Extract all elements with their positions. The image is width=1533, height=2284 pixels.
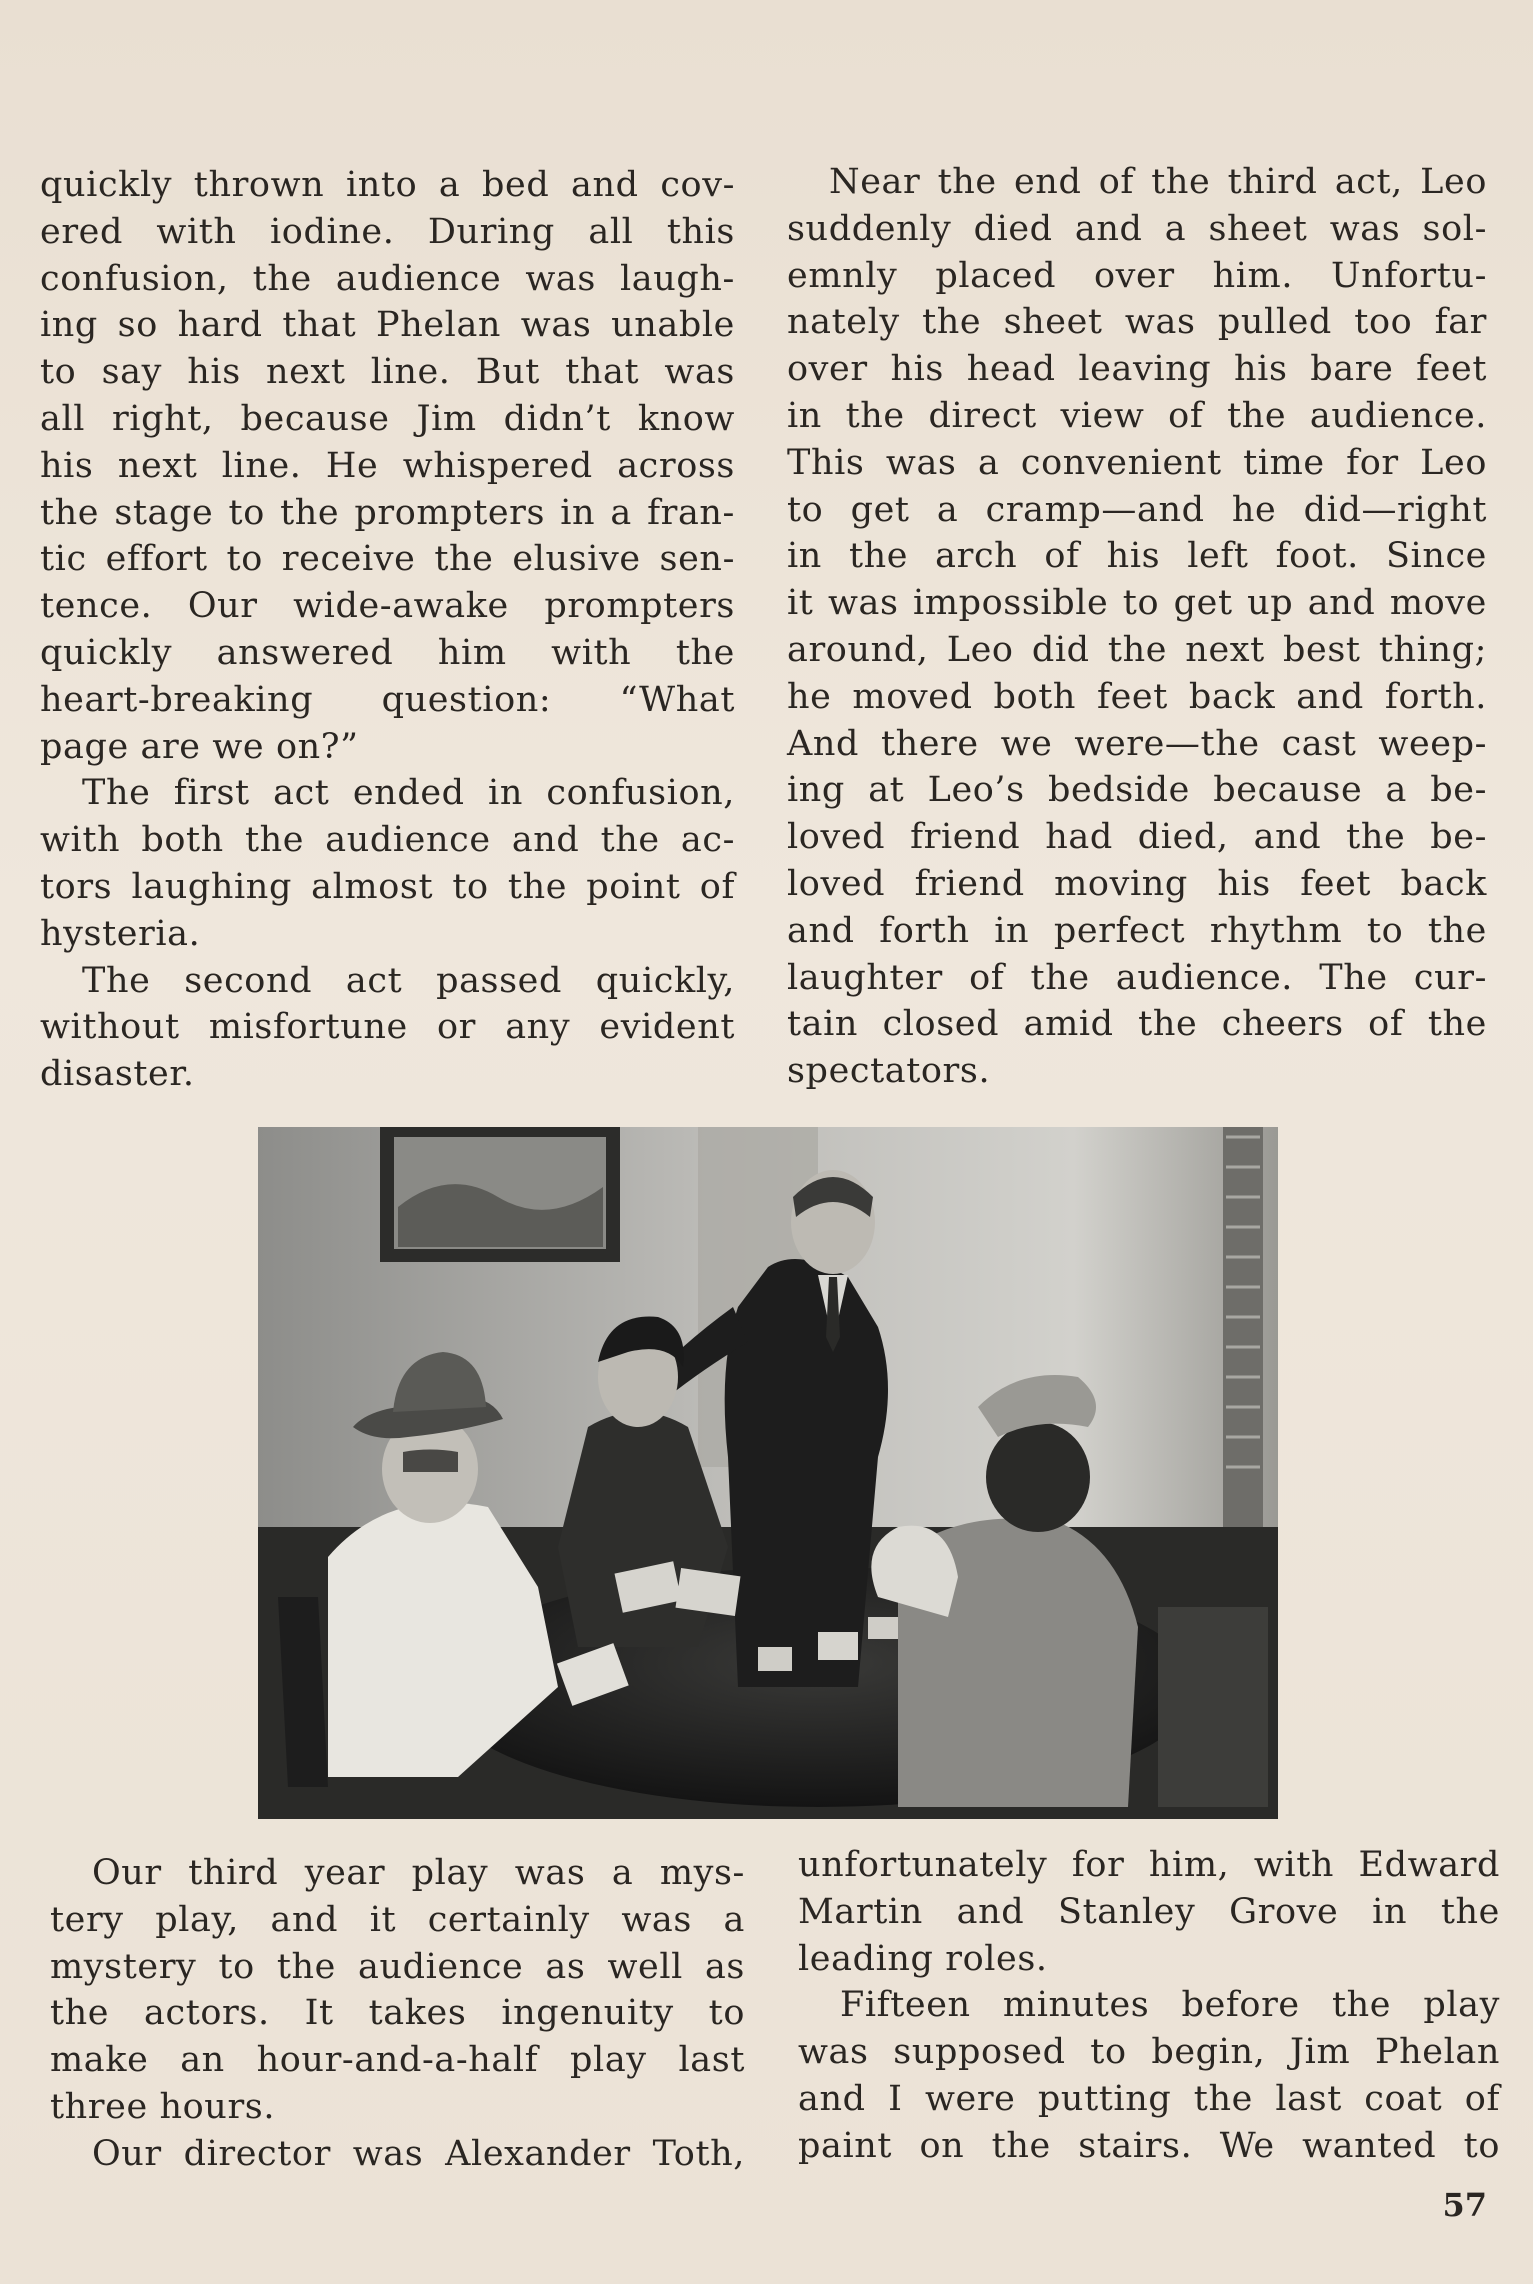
text-line: quickly thrown into a bed and cov- [40,165,735,205]
text-line: Our director was Alexander Toth, [92,2133,745,2174]
text-line: ing at Leo’s bedside because a be- [787,770,1487,811]
text-line: to say his next line. But that was [40,352,735,393]
text-line: ered with iodine. During all this [40,211,735,252]
text-line: around, Leo did the next best thing; [787,629,1487,670]
text-column-bottom-left [50,1850,745,2178]
text-column-bottom-right [798,1842,1500,2170]
page-number: 57 [1442,2186,1487,2224]
text-line: it was impossible to get up and move [787,583,1487,624]
text-line: The second act passed quickly, [82,960,735,1001]
text-line: and I were putting the last coat of [798,2078,1500,2119]
text-column-top-left [40,162,735,1098]
text-line: tic effort to receive the elusive sen- [40,539,735,580]
text-line: the stage to the prompters in a fran- [40,492,735,533]
text-line: in the direct view of the audience. [787,395,1487,436]
text-line: hysteria. [40,913,201,954]
text-line: the actors. It takes ingenuity to [50,1993,745,2034]
text-line: Fifteen minutes before the play [840,1985,1500,2026]
text-column-top-right [787,159,1487,1095]
text-line: disaster. [40,1054,195,1095]
text-line: tain closed amid the cheers of the [787,1004,1487,1045]
text-line: laughter of the audience. The cur- [787,957,1487,998]
text-line: This was a convenient time for Leo [787,442,1487,483]
text-line: quickly answered him with the [40,632,735,673]
text-line: The first act ended in confusion, [82,773,735,814]
text-line: loved friend had died, and the be- [787,817,1487,858]
text-line: nately the sheet was pulled too far [787,302,1487,343]
text-line: loved friend moving his feet back [787,863,1487,904]
text-line: suddenly died and a sheet was sol- [787,208,1487,249]
text-line: three hours. [50,2086,276,2127]
photograph-card-players [258,1127,1278,1819]
text-line: tery play, and it certainly was a [50,1899,745,1940]
text-line: he moved both feet back and forth. [787,676,1487,717]
text-line: with both the audience and the ac- [40,820,735,861]
text-line: Near the end of the third act, Leo [829,162,1487,202]
text-line: confusion, the audience was laugh- [40,258,735,299]
text-line: spectators. [787,1051,991,1092]
text-line: make an hour-and-a-half play last [50,2040,745,2081]
text-line: tence. Our wide-awake prompters [40,586,735,627]
text-line: tors laughing almost to the point of [40,866,735,907]
text-line: was supposed to begin, Jim Phelan [798,2032,1500,2073]
text-line: And there we were—the cast weep- [787,723,1487,764]
text-line: Our third year play was a mys- [92,1853,745,1893]
text-line: his next line. He whispered across [40,445,735,486]
text-line: heart-breaking question: “What [40,679,735,720]
text-line: leading roles. [798,1938,1048,1979]
text-line: paint on the stairs. We wanted to [798,2125,1500,2166]
text-line: page are we on?” [40,726,359,767]
text-line: unfortunately for him, with Edward [798,1845,1500,1885]
text-line: to get a cramp—and he did—right [787,489,1487,530]
text-line: all right, because Jim didn’t know [40,398,735,439]
text-line: without misfortune or any evident [40,1007,735,1048]
text-line: emnly placed over him. Unfortu- [787,255,1487,296]
text-line: mystery to the audience as well as [50,1946,745,1987]
text-line: in the arch of his left foot. Since [787,536,1487,577]
text-line: ing so hard that Phelan was unable [40,305,735,346]
text-line: Martin and Stanley Grove in the [798,1891,1500,1932]
text-line: and forth in perfect rhythm to the [787,910,1487,951]
text-line: over his head leaving his bare feet [787,349,1487,390]
